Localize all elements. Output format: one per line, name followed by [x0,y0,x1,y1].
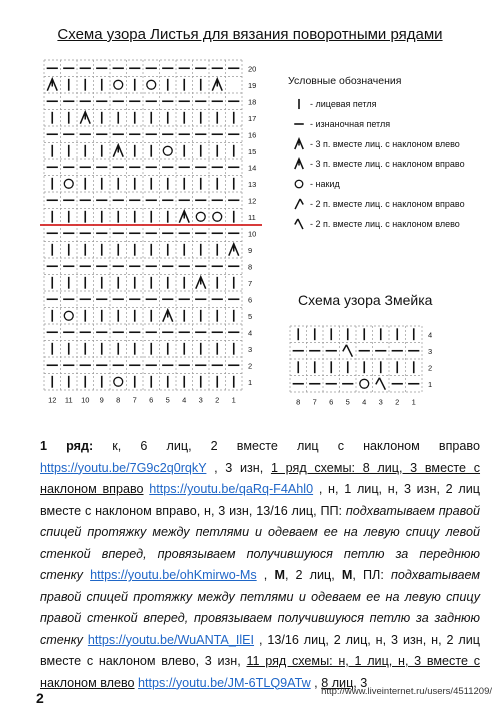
row-number: 6 [248,295,253,305]
stitch-symbol [376,378,386,390]
stitch-symbol [163,146,172,155]
text-part: , ПЛ: [352,568,391,582]
column-number: 6 [329,397,334,407]
legend-symbol-icon [292,97,306,111]
legend-symbol-icon [292,157,306,171]
row-number: 2 [428,363,433,373]
text-part: , 3 изн, [206,460,271,475]
legend-item-text: - изнаночная петля [310,119,391,129]
column-number: 5 [165,395,170,405]
text-part: , 3 [353,675,368,690]
stitch-symbol [80,112,90,124]
legend-symbol-icon [292,117,306,131]
legend-item-text: - 3 п. вместе лиц. с наклоном влево [310,139,460,149]
stitch-symbol [113,145,123,157]
row-number: 1 [248,377,253,387]
row-number: 5 [248,311,253,321]
text-part: , [310,675,322,690]
row-number: 16 [248,130,257,140]
row-number: 12 [248,196,257,206]
column-number: 7 [312,397,317,407]
stitch-symbol [64,311,73,320]
row-number: 3 [428,346,433,356]
video-link[interactable]: https://youtu.be/qaRq-F4Ahl0 [149,482,314,496]
stitch-symbol [179,211,189,223]
legend-items [288,94,465,234]
column-number: 2 [395,397,400,407]
row-number: 1 [428,379,433,389]
row-number: 7 [248,278,253,288]
legend-item [288,194,465,214]
stitch-symbol [343,345,353,357]
page-number: 2 [36,690,44,706]
legend-item [288,114,465,134]
text-part: , 13/16 лиц, 2 лиц, н, 3 изн, н, 2 лиц вместе с наклоном влево, 3 изн, [40,632,481,668]
legend-item [288,154,465,174]
footer-url: http://www.liveinternet.ru/users/4511209/ [321,686,492,697]
legend-symbol-icon [292,197,306,211]
underlined-text: 8 лиц [321,675,354,690]
legend-item [288,214,465,234]
snake-pattern-title: Схема узора Змейка [298,292,433,308]
row-number: 13 [248,179,257,189]
stitch-symbol [229,244,239,256]
row-number: 20 [248,64,257,74]
column-number: 12 [48,395,57,405]
text-part: к, 6 лиц, 2 вместе лиц с наклоном вправо [93,439,480,453]
stitch-symbol [163,310,173,322]
legend-symbol-icon [292,137,306,151]
row-number: 11 [248,212,256,222]
row-number: 14 [248,163,257,173]
row-number: 15 [248,146,257,156]
legend-title: Условные обозначения [288,75,402,87]
column-number: 2 [215,395,220,405]
row-number: 17 [248,113,257,123]
stitch-symbol [196,277,206,289]
row-number: 3 [248,344,253,354]
italic-text: подхватываем правой спицей протяжку между петлями и одеваем ее на левую спицу левой стенкой вперед, провязываем получившуюся петлю за переднюю стенку [40,503,480,582]
stitch-symbol [114,80,123,89]
column-number: 5 [345,397,350,407]
video-link[interactable]: https://youtu.be/7G9c2q0rqkY [40,460,207,475]
page-title: Схема узора Листья для вязания поворотными рядами [57,26,443,43]
text-part: , н, 1 лиц, н, 3 изн, 2 лиц вместе с наклоном вправо, н, 3 изн, 13/16 лиц, ПП: [40,482,481,518]
column-number: 6 [149,395,154,405]
bold-text: М [341,568,353,582]
legend-item-text: - 3 п. вместе лиц. с наклоном вправо [310,159,465,169]
legend-item [288,174,465,194]
legend-item-text: - 2 п. вместе лиц. с наклоном влево [310,219,460,229]
stitch-symbol [64,179,73,188]
row-number: 10 [248,229,257,239]
row-number: 18 [248,97,257,107]
column-number: 9 [99,395,104,405]
row-label: 1 ряд: [40,439,94,453]
row-number: 4 [428,330,433,340]
stitch-symbol [47,79,57,91]
snake-pattern-chart [286,320,456,420]
column-number: 1 [231,395,236,405]
stitch-symbol [360,379,369,388]
legend [288,75,465,234]
instructions-text [40,436,480,694]
column-number: 1 [411,397,416,407]
row-number: 4 [248,328,253,338]
column-number: 11 [64,395,73,405]
stitch-symbol [196,212,205,221]
text-part: , 2 лиц, [284,568,342,582]
column-number: 8 [116,395,121,405]
underlined-text: 1 ряд схемы: 8 лиц, 3 вместе с наклоном вправо [40,460,481,496]
stitch-symbol [114,377,123,386]
legend-item-text: - накид [310,179,340,189]
column-number: 3 [198,395,203,405]
stitch-symbol [212,79,222,91]
column-number: 4 [182,395,187,405]
column-number: 3 [378,397,383,407]
underlined-text: 11 ряд схемы: н, 1 лиц, н, 3 вместе с наклоном влево [40,654,480,690]
italic-text: подхватываем правой спицей протяжку между петлями и одеваем ее на левую спицу правой стенкой вперед, провязываем получившуюся петлю за заднюю стенку [40,568,481,647]
stitch-symbol [147,80,156,89]
video-link[interactable]: https://youtu.be/ohKmirwo-Ms [90,568,257,582]
legend-symbol-icon [292,177,306,191]
legend-item [288,94,465,114]
column-number: 8 [296,397,301,407]
video-link[interactable]: https://youtu.be/WuANTA_IlEI [87,632,255,647]
video-link[interactable]: https://youtu.be/JM-6TLQ9ATw [138,675,311,690]
legend-symbol-icon [292,217,306,231]
column-number: 7 [132,395,137,405]
row-number: 19 [248,80,257,90]
column-number: 4 [362,397,367,407]
row-number: 9 [248,245,253,255]
row-number: 8 [248,262,253,272]
text-part: , [256,568,275,582]
leaves-pattern-chart [40,54,280,414]
bold-text: М [274,568,285,582]
column-number: 10 [81,395,90,405]
stitch-symbol [213,212,222,221]
row-number: 2 [248,361,253,371]
legend-item [288,134,465,154]
legend-item-text: - лицевая петля [310,99,377,109]
legend-item-text: - 2 п. вместе лиц. с наклоном вправо [310,199,465,209]
